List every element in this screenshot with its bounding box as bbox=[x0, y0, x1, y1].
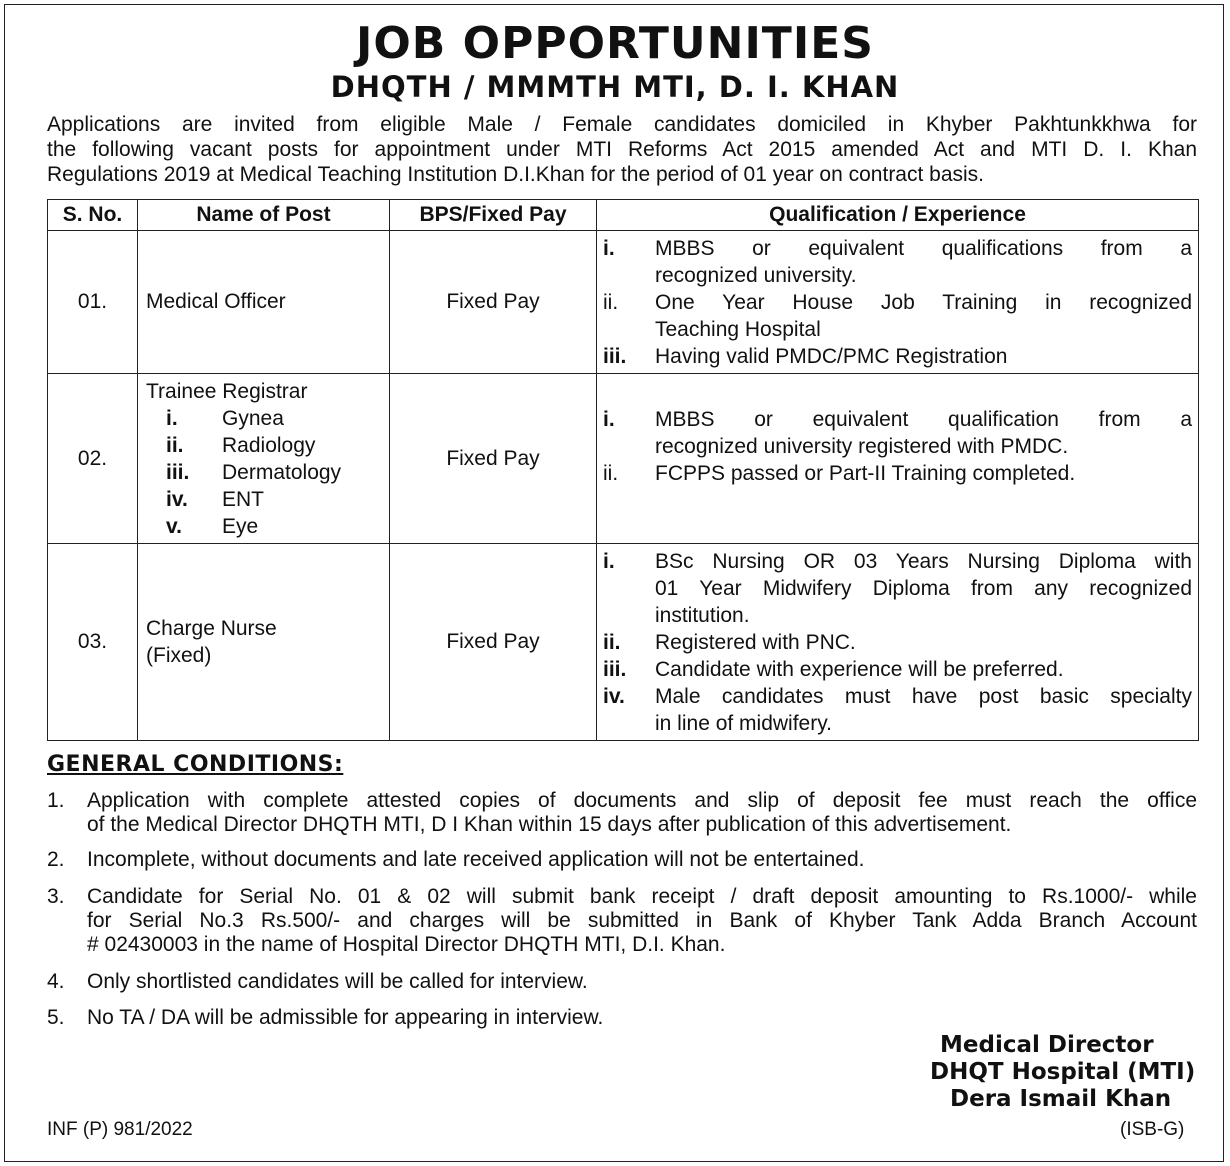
item-text: Registered with PNC. bbox=[655, 630, 856, 654]
item-text: MBBS or equivalent qualifications from a bbox=[655, 236, 1192, 260]
footer-ref: INF (P) 981/2022 bbox=[47, 1119, 193, 1140]
item-number: iii. bbox=[166, 460, 190, 484]
item-number: i. bbox=[603, 408, 615, 431]
intro-paragraph bbox=[47, 112, 1197, 187]
row-qualifications bbox=[597, 544, 1199, 741]
table-row bbox=[48, 544, 1199, 741]
item-number: v. bbox=[166, 514, 182, 538]
intro-line: the following vacant posts for appointment under MTI Reforms Act 2015 amended Act and MTI D. I. Khan bbox=[47, 138, 1197, 161]
item-number: ii. bbox=[603, 462, 619, 485]
signature-location: Dera Ismail Khan bbox=[950, 1086, 1172, 1112]
header-qualification: Qualification / Experience bbox=[597, 200, 1199, 231]
specialty-label: Dermatology bbox=[222, 460, 342, 484]
table-row bbox=[48, 231, 1199, 374]
page-subtitle: DHQTH / MMMTH MTI, D. I. KHAN bbox=[330, 70, 900, 104]
specialty-item bbox=[146, 486, 388, 513]
specialty-label: Gynea bbox=[222, 406, 284, 430]
page-title: JOB OPPORTUNITIES bbox=[356, 18, 874, 69]
item-number: ii. bbox=[603, 630, 621, 654]
item-number: 5. bbox=[47, 1006, 65, 1029]
item-text: recognized university. bbox=[655, 263, 857, 287]
condition-item bbox=[47, 848, 1197, 872]
item-text: BSc Nursing OR 03 Years Nursing Diploma with bbox=[655, 549, 1192, 573]
item-number: iv. bbox=[603, 684, 625, 708]
row-qualifications bbox=[597, 231, 1199, 374]
item-number: iii. bbox=[603, 657, 627, 681]
qualification-item bbox=[603, 289, 1192, 343]
post-title: Charge Nurse bbox=[146, 617, 277, 640]
condition-item bbox=[47, 789, 1197, 837]
item-number: 3. bbox=[47, 885, 65, 908]
condition-item bbox=[47, 1006, 1197, 1030]
header-sno: S. No. bbox=[48, 200, 138, 231]
condition-text: Incomplete, without documents and late received application will not be entertained. bbox=[87, 848, 865, 871]
item-number: i. bbox=[603, 236, 615, 260]
table-header-row bbox=[48, 200, 1199, 231]
qualification-item bbox=[603, 656, 1192, 683]
condition-text: Only shortlisted candidates will be called for interview. bbox=[87, 970, 588, 993]
condition-text: Application with complete attested copies of documents and slip of deposit fee must reach the office bbox=[87, 789, 1197, 812]
condition-text: # 02430003 in the name of Hospital Director DHQTH MTI, D.I. Khan. bbox=[87, 933, 726, 956]
conditions-heading: GENERAL CONDITIONS: bbox=[47, 752, 344, 777]
item-number: i. bbox=[166, 406, 178, 430]
item-number: ii. bbox=[603, 290, 619, 314]
row-sno: 01. bbox=[48, 231, 138, 374]
item-text: One Year House Job Training in recognized bbox=[655, 290, 1192, 314]
posts-table bbox=[47, 199, 1199, 741]
qualification-item bbox=[603, 548, 1192, 629]
item-number: 1. bbox=[47, 789, 65, 812]
item-text: Teaching Hospital bbox=[655, 317, 821, 341]
qualification-item bbox=[603, 629, 1192, 656]
item-text: institution. bbox=[655, 603, 750, 627]
condition-item bbox=[47, 970, 1197, 994]
condition-text: of the Medical Director DHQTH MTI, D I Khan within 15 days after publication of this advertisement. bbox=[87, 813, 1012, 836]
row-post-name bbox=[138, 374, 390, 544]
item-text: in line of midwifery. bbox=[655, 711, 833, 735]
qualification-item bbox=[603, 406, 1192, 460]
specialty-item bbox=[146, 405, 388, 432]
row-pay: Fixed Pay bbox=[390, 231, 597, 374]
item-number: 4. bbox=[47, 970, 65, 993]
qualification-item bbox=[603, 683, 1192, 737]
item-number: iv. bbox=[166, 487, 188, 511]
row-qualifications bbox=[597, 374, 1199, 544]
footer-code: (ISB-G) bbox=[1120, 1119, 1185, 1140]
item-text: Candidate with experience will be preferred. bbox=[655, 657, 1064, 681]
condition-item bbox=[47, 885, 1197, 957]
condition-text: No TA / DA will be admissible for appearing in interview. bbox=[87, 1006, 604, 1029]
specialty-label: Eye bbox=[222, 514, 259, 538]
qualification-item bbox=[603, 460, 1192, 487]
qualification-item bbox=[603, 343, 1192, 370]
signature-title: Medical Director bbox=[940, 1032, 1154, 1058]
item-text: MBBS or equivalent qualification from a bbox=[655, 408, 1192, 431]
row-pay: Fixed Pay bbox=[390, 374, 597, 544]
post-title: Trainee Registrar bbox=[146, 379, 308, 403]
specialty-label: ENT bbox=[222, 487, 264, 511]
intro-line: Applications are invited from eligible Male / Female candidates domiciled in Khyber Pakhtunkkhwa for bbox=[47, 113, 1197, 136]
row-sno: 02. bbox=[48, 374, 138, 544]
specialty-label: Radiology bbox=[222, 433, 316, 457]
qualification-item bbox=[603, 235, 1192, 289]
specialty-item bbox=[146, 432, 388, 459]
row-post-name bbox=[138, 544, 390, 741]
post-title-note: (Fixed) bbox=[146, 644, 212, 667]
row-post-name: Medical Officer bbox=[138, 231, 390, 374]
specialty-item bbox=[146, 513, 388, 540]
row-pay: Fixed Pay bbox=[390, 544, 597, 741]
intro-line: Regulations 2019 at Medical Teaching Institution D.I.Khan for the period of 01 year on contract basis. bbox=[47, 163, 985, 186]
specialty-item bbox=[146, 459, 388, 486]
item-number: i. bbox=[603, 549, 615, 573]
row-sno: 03. bbox=[48, 544, 138, 741]
condition-text: Candidate for Serial No. 01 & 02 will submit bank receipt / draft deposit amounting to Rs.1000/- while bbox=[87, 885, 1197, 908]
item-text: Male candidates must have post basic specialty bbox=[655, 684, 1192, 708]
item-text: Having valid PMDC/PMC Registration bbox=[655, 344, 1008, 368]
condition-text: for Serial No.3 Rs.500/- and charges will be submitted in Bank of Khyber Tank Adda Branch Account bbox=[87, 909, 1197, 932]
header-pay: BPS/Fixed Pay bbox=[390, 200, 597, 231]
signature-hospital: DHQT Hospital (MTI) bbox=[930, 1059, 1196, 1085]
item-text: 01 Year Midwifery Diploma from any recognized bbox=[655, 576, 1192, 600]
item-number: ii. bbox=[166, 433, 184, 457]
table-row bbox=[48, 374, 1199, 544]
item-number: iii. bbox=[603, 344, 627, 368]
header-name: Name of Post bbox=[138, 200, 390, 231]
item-number: 2. bbox=[47, 848, 65, 871]
item-text: recognized university registered with PMDC. bbox=[655, 435, 1069, 458]
item-text: FCPPS passed or Part-II Training completed. bbox=[655, 462, 1076, 485]
